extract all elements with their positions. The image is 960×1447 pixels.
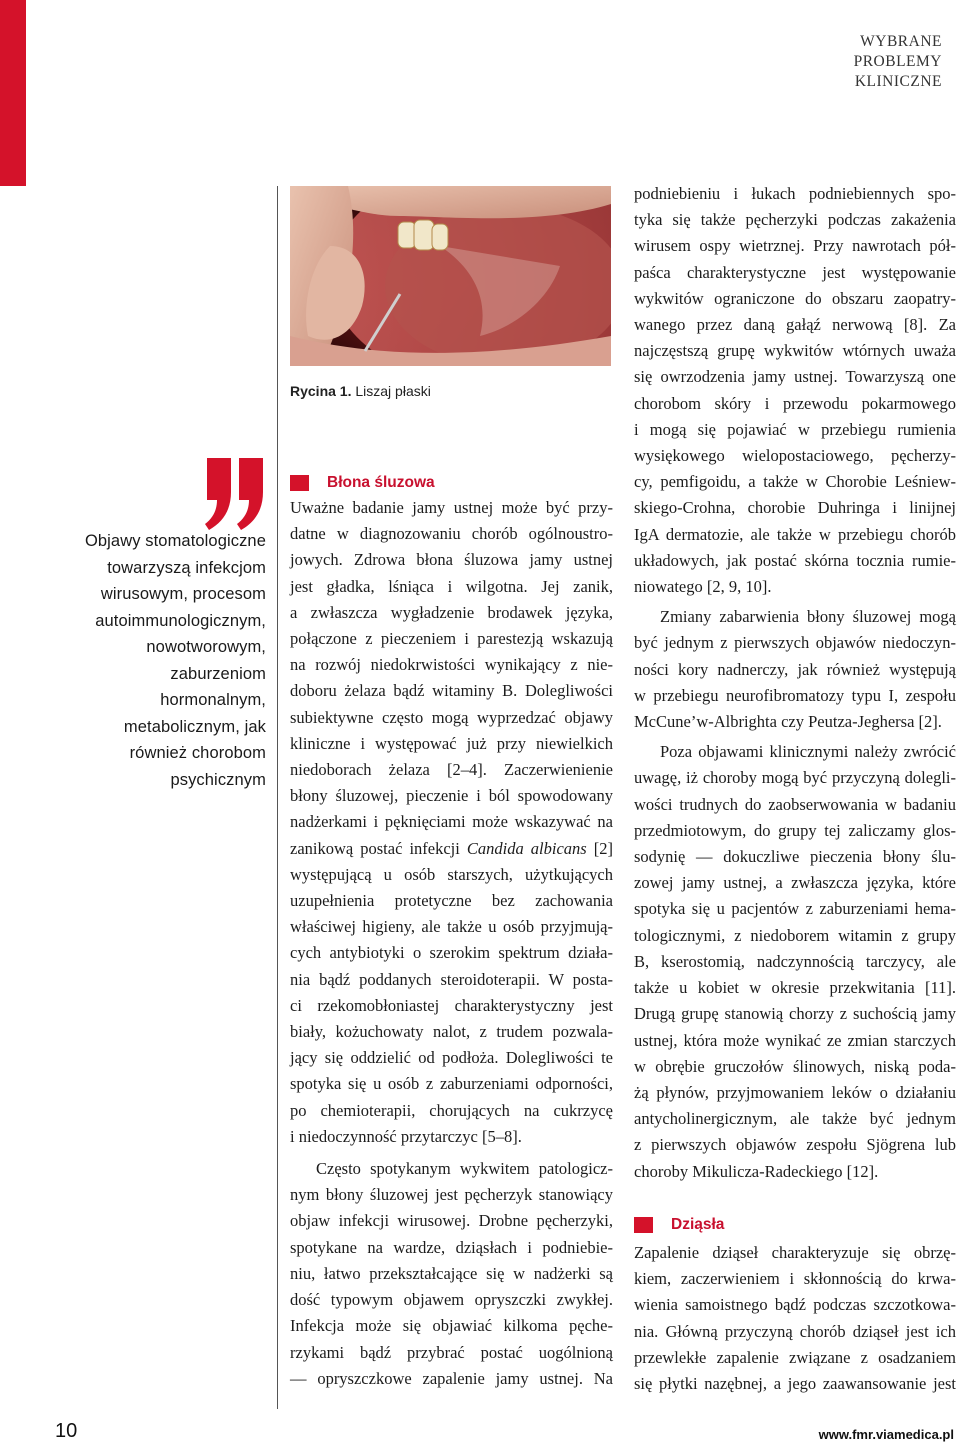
pull-quote-line: zaburzeniom <box>170 664 266 683</box>
pull-quote-line: autoimmunologicznym, <box>95 611 266 630</box>
pull-quote-line: Objawy stomatologiczne <box>84 532 266 550</box>
text-line: nym błony śluzowej jest pęcherzyk stanowiący <box>290 1185 613 1205</box>
text-line: Często spotykanym wykwitem patologicz- <box>316 1159 613 1179</box>
text-line: występującą u osób starszych, użytkujących <box>290 864 613 884</box>
text-line: nadżerkami i pęknięciami może wskazywać na <box>290 812 613 832</box>
text-line: podniebieniu i łukach podniebiennych spo- <box>634 184 956 203</box>
text-line: także u kobiet w okresie przekwitania [11]. <box>634 978 956 998</box>
pull-quote-line: towarzyszą infekcjom <box>107 558 266 577</box>
text-line: skiego-Crohna, chorobie Duhringa i linijnej <box>634 498 956 518</box>
species-name: Candida albicans <box>466 838 587 858</box>
text-line: kliniczne i występować już przy niewielkich <box>290 733 613 753</box>
section-label-line: PROBLEMY <box>853 53 942 70</box>
text-line: niowatego [2, 9, 10]. <box>634 577 772 597</box>
pull-quote-line: psychicznym <box>170 770 266 789</box>
text-line: z pierwszych objawów zespołu Sjögrena lub <box>634 1135 956 1155</box>
pull-quote-line: metabolicznym, jak <box>123 717 266 736</box>
figure-caption-text: Liszaj płaski <box>351 383 431 399</box>
text-fragment: zanikową postać infekcji <box>290 838 467 858</box>
clinical-photo <box>290 186 611 366</box>
text-line: spotykane na wardze, dziąsłach i podniebie- <box>290 1237 613 1257</box>
text-line: właściwej higieny, ale także u osób przyjmują- <box>290 917 613 937</box>
text-line: Poza objawami klinicznymi należy zwrócić <box>660 742 956 762</box>
subheading-mucosa <box>290 470 435 496</box>
text-column-2-continued <box>634 1240 956 1397</box>
text-column-2 <box>634 181 956 1185</box>
footer-url[interactable]: www.fmr.viamedica.pl <box>818 1427 954 1442</box>
text-line: tyka się także pęcherzyki podczas zakażenia <box>634 210 956 230</box>
text-line: w przebiegu neurofibromatozy typu I, zespołu <box>634 685 956 705</box>
text-line: przedmiotowym, do grupy tej zaliczamy glos- <box>634 820 956 840</box>
text-column-1 <box>290 495 613 1392</box>
text-line: doboru żelaza bądź witaminy B. Dolegliwości <box>290 681 613 701</box>
page-number: 10 <box>55 1420 78 1442</box>
figure-label: Rycina 1. <box>290 383 352 399</box>
text-line: wości trudnych do zaobserwowania w badaniu <box>634 794 956 814</box>
text-line: i niedoczynność przytarczyc [5–8]. <box>290 1126 522 1146</box>
text-line: wirusem ospy wietrznej. Przy nawrotach pół- <box>634 236 956 256</box>
section-accent-bar <box>0 0 26 186</box>
pull-quote-line: hormonalnym, <box>160 691 266 709</box>
pull-quote-line: również chorobom <box>129 744 266 762</box>
text-line: jowych. Zdrowa błona śluzowa jamy ustnej <box>290 550 613 570</box>
subheading-marker <box>290 475 309 491</box>
text-line: układowych, jak postać skórna tocznia rumie- <box>634 550 956 570</box>
text-line: żą płynów, przyjmowaniem leków o działaniu <box>634 1082 956 1102</box>
text-line: McCune’w-Albrighta czy Peutza-Jeghersa [2]. <box>634 712 942 732</box>
text-line: zowej jamy ustnej, a zwłaszcza języka, które <box>634 873 956 893</box>
text-line: cy, pemfigoidu, a także w Chorobie Leśniew- <box>634 472 956 492</box>
text-line: wanego przez daną gałąź nerwową [8]. Za <box>634 315 956 335</box>
subheading-text: Błona śluzowa <box>327 474 435 491</box>
text-line: ustnej, która może wynikać ze zmian starczych <box>634 1030 956 1050</box>
text-line: błony śluzowej, pieczenie i ból spowodowany <box>290 786 613 806</box>
text-line: spotyka się u pacjentów z zaburzeniami hema- <box>634 899 956 919</box>
text-line: wysiękowego wielopostaciowego, pęcherzy- <box>634 446 956 466</box>
text-line: uzupełnienia protetyczne bez zachowania <box>290 891 613 911</box>
text-line: a zwłaszcza wygładzenie brodawek języka, <box>290 602 613 622</box>
text-line: nia. Główną przyczyną chorób dziąseł jest ich <box>634 1321 956 1341</box>
text-line: paśca charakterystyczne jest występowanie <box>634 262 956 282</box>
text-line: Zmiany zabarwienia błony śluzowej mogą <box>660 607 956 627</box>
text-line: ności kory nadnerczy, jak również występują <box>634 659 956 679</box>
text-line <box>290 836 613 862</box>
text-line: IgA dermatozie, ale także w przebiegu chorób <box>634 524 956 544</box>
pull-quote <box>62 528 266 793</box>
column-divider <box>277 186 278 1409</box>
text-line: jest gładka, lśniąca i wilgotna. Jej zanik, <box>290 576 613 596</box>
text-line: jący się oddzielić od podłoża. Dolegliwości te <box>290 1048 613 1068</box>
text-line: niu, łatwo przekształcające się w nadżerki są <box>290 1263 613 1283</box>
text-line: antycholinergicznym, ale także być jednym <box>634 1109 956 1129</box>
subheading-marker <box>634 1217 653 1233</box>
subheading-text: Dziąsła <box>671 1216 725 1233</box>
text-line: B, kserostomią, nadczynnością tarczycy, ale <box>634 951 956 971</box>
section-label-line: KLINICZNE <box>854 73 942 90</box>
text-line: dość typowym objawem opryszczki zwykłej. <box>290 1290 613 1310</box>
text-line: Drugą grupę stanowią chorzy z suchością jamy <box>634 1004 956 1024</box>
text-line: i mogą się pojawiać w przebiegu rumienia <box>634 419 956 439</box>
text-line: choroby Mikulicza-Radeckiego [12]. <box>634 1161 879 1181</box>
text-line: przewlekłe zapalenie związane z osadzaniem <box>634 1347 956 1367</box>
text-line: się owrzodzenia jamy ustnej. Towarzyszą one <box>634 367 956 387</box>
text-line: uwagę, iż choroby mogą być przyczyną dolegli- <box>634 768 956 788</box>
text-line: na rozwój niedokrwistości wynikający z nie- <box>290 655 613 675</box>
text-line: rzykami bądź przybrać postać uogólnioną <box>290 1342 613 1362</box>
text-line: datne w diagnozowaniu chorób ogólnoustro- <box>290 524 613 544</box>
text-line: spotyka się u osób z zaburzeniami odporności, <box>290 1074 613 1094</box>
text-line: sodynię — dokuczliwe pieczenia błony ślu- <box>634 847 956 867</box>
quotation-mark-icon <box>205 458 267 530</box>
text-line: być jednym z pierwszych objawów niedoczyn- <box>634 633 956 653</box>
text-line: niedoborach żelaza [2–4]. Zaczerwienienie <box>290 760 613 780</box>
citation: [2] <box>586 838 613 858</box>
text-line: wykwitów ograniczone do obszaru zaopatry- <box>634 288 956 308</box>
text-line: się płytki nazębnej, a jego zaawansowanie jest <box>634 1374 956 1394</box>
text-line: połączone z pieczeniem i parestezją wskazują <box>290 629 613 649</box>
text-line: najczęstszą grupę wykwitów wtórnych uważa <box>634 341 956 361</box>
section-label-line: WYBRANE <box>860 33 942 50</box>
text-line: ci rzekomobłoniastej charakterystyczny jest <box>290 995 613 1015</box>
text-line: tologicznymi, z niedoborem witamin z grupy <box>634 925 956 945</box>
text-line: po chemioterapii, chorujących na cukrzycę <box>290 1100 613 1120</box>
text-line: w obrębie gruczołów ślinowych, niską poda- <box>634 1056 956 1076</box>
section-label <box>742 32 942 92</box>
text-line: cych antybiotyki o szerokim spektrum działa- <box>290 943 613 963</box>
figure-caption <box>290 383 620 399</box>
text-line: chorobom skóry i przewodu pokarmowego <box>634 393 956 413</box>
pull-quote-line: wirusowym, procesom <box>100 585 266 603</box>
pull-quote-line: nowotworowym, <box>146 638 266 656</box>
text-line: Infekcja może się objawiać kilkoma pęche- <box>290 1316 613 1336</box>
text-line: biały, kożuchowaty nalot, z trudem pozwala- <box>290 1022 613 1042</box>
text-line: Uważne badanie jamy ustnej może być przy- <box>290 498 613 517</box>
text-line: — opryszczkowe zapalenie jamy ustnej. Na <box>290 1368 613 1388</box>
text-line: subiektywne często mogą wyprzedzać objawy <box>290 707 613 727</box>
text-line: nia bądź poddanych steroidoterapii. W posta- <box>290 969 613 989</box>
text-line: kiem, zaczerwieniem i skłonnością do krwa- <box>634 1269 956 1289</box>
text-line: Zapalenie dziąseł charakteryzuje się obrzę- <box>634 1243 956 1262</box>
text-line: wienia samoistnego bądź podczas szczotkowa- <box>634 1295 956 1315</box>
text-line: objaw infekcji wirusowej. Drobne pęcherzyki, <box>290 1211 613 1231</box>
subheading-gums <box>634 1212 724 1238</box>
